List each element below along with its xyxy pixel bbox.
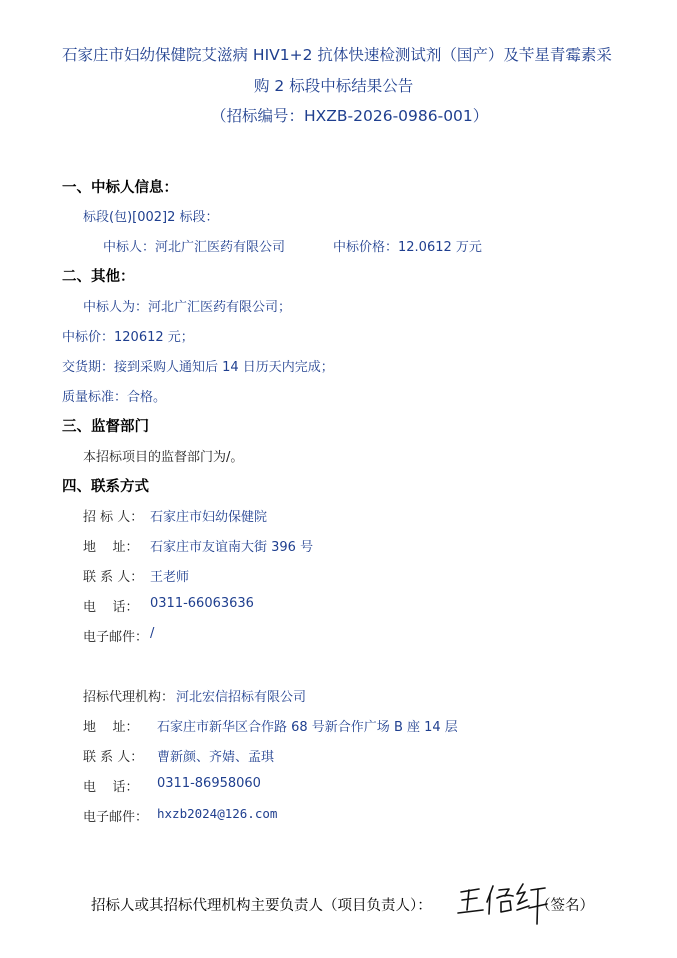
tenderer-name: 石家庄市妇幼保健院 [150, 510, 268, 525]
agency-address-label: 地 址： [83, 720, 139, 735]
doc-title-line2: 购 2 标段中标结果公告 [254, 77, 414, 95]
agency-contact: 曹新颜、齐婧、孟琪 [157, 750, 275, 765]
tenderer-phone-label: 电 话： [83, 600, 139, 615]
agency-name: 河北宏信招标有限公司 [176, 690, 307, 705]
section-heading-other: 二、其他： [62, 269, 135, 285]
signature-label: 招标人或其招标代理机构主要负责人（项目负责人）： [91, 898, 432, 914]
tenderer-address: 石家庄市友谊南大街 396 号 [150, 540, 314, 555]
section-heading-winner-info: 一、中标人信息： [62, 180, 178, 196]
agency-name-label: 招标代理机构： [83, 690, 175, 705]
tenderer-phone: 0311-66063636 [150, 596, 254, 611]
winner-price: 中标价格：12.0612 万元 [333, 240, 482, 255]
agency-email: hxzb2024@126.com [157, 806, 278, 821]
agency-phone-label: 电 话： [83, 780, 139, 795]
tenderer-email-label: 电子邮件： [83, 630, 149, 645]
agency-phone: 0311-86958060 [157, 776, 261, 791]
tenderer-email: / [150, 626, 155, 641]
bid-number: （招标编号：HXZB-2026-0986-001） [211, 107, 489, 125]
doc-title-line1: 石家庄市妇幼保健院艾滋病 HIV1+2 抗体快速检测试剂（国产）及苄星青霉素采 [62, 46, 612, 64]
other-delivery: 交货期：接到采购人通知后 14 日历天内完成； [62, 360, 334, 375]
tenderer-name-label: 招 标 人： [83, 510, 144, 525]
other-quality: 质量标准：合格。 [62, 390, 167, 405]
agency-address: 石家庄市新华区合作路 68 号新合作广场 B 座 14 层 [157, 720, 458, 735]
other-price: 中标价：120612 元； [62, 330, 194, 345]
winner-name: 中标人：河北广汇医药有限公司 [103, 240, 286, 255]
supervision-text: 本招标项目的监督部门为/。 [83, 450, 244, 465]
tenderer-address-label: 地 址： [83, 540, 139, 555]
section-heading-supervision: 三、监督部门 [62, 419, 149, 435]
agency-email-label: 电子邮件： [83, 810, 149, 825]
tenderer-contact-label: 联 系 人： [83, 570, 144, 585]
tenderer-contact: 王老师 [150, 570, 190, 585]
signature-suffix: （签名） [536, 898, 594, 914]
lot-label: 标段(包)[002]2 标段： [83, 210, 219, 225]
other-winner: 中标人为：河北广汇医药有限公司； [83, 300, 292, 315]
section-heading-contact: 四、联系方式 [62, 479, 149, 495]
agency-contact-label: 联 系 人： [83, 750, 144, 765]
